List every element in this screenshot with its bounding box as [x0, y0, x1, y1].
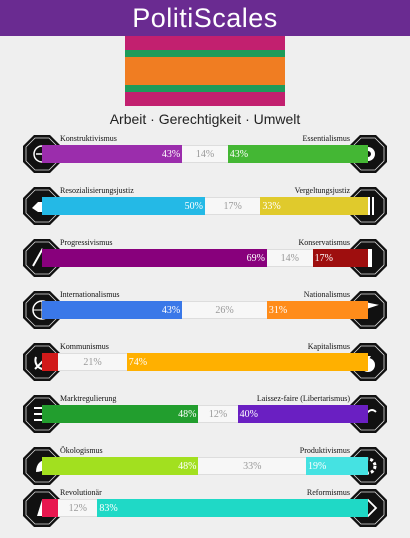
axis-right-label: Produktivismus — [299, 446, 350, 455]
axis-left-segment — [42, 145, 182, 163]
axis-left-segment — [42, 499, 58, 517]
flag-stripe — [125, 36, 285, 50]
axis-mid-percent: 12% — [68, 502, 88, 514]
axis-left-label: Progressivismus — [60, 238, 113, 247]
axis-row — [22, 394, 388, 434]
axis-right-label: Essentialismus — [302, 134, 350, 143]
axis-left-label: Resozialisierungsjustiz — [60, 186, 134, 195]
axis-right-segment — [228, 145, 368, 163]
axis-row — [22, 186, 388, 226]
axis-left-label: Kommunismus — [60, 342, 109, 351]
axis-row — [22, 290, 388, 330]
app-header — [0, 0, 410, 36]
axis-mid-segment — [198, 457, 306, 475]
flag-stripe — [125, 85, 285, 92]
app-title: PolitiScales — [132, 2, 278, 33]
axis-mid-percent: 17% — [223, 200, 242, 212]
axis-right-percent: 74% — [128, 356, 148, 368]
flag-stripe — [125, 57, 285, 85]
axis-right-segment — [127, 353, 368, 371]
axis-mid-percent: 12% — [208, 408, 228, 420]
axis-left-segment — [42, 197, 205, 215]
axis-right-label: Kapitalismus — [307, 342, 350, 351]
axis-bar — [42, 197, 368, 215]
axis-left-percent: 43% — [161, 304, 181, 316]
axis-left-percent: 43% — [161, 148, 181, 160]
axis-bar — [42, 301, 368, 319]
axis-right-label: Reformismus — [306, 488, 350, 497]
axis-left-percent: 50% — [184, 200, 203, 212]
result-flag — [125, 36, 285, 106]
axis-mid-segment — [267, 249, 313, 267]
axis-bar — [42, 145, 368, 163]
axis-mid-segment — [205, 197, 260, 215]
axis-mid-percent: 26% — [215, 304, 234, 316]
axis-row — [22, 446, 388, 486]
axis-right-segment — [97, 499, 368, 517]
axis-left-label: Marktregulierung — [60, 394, 117, 403]
axis-left-label: Internationalismus — [60, 290, 120, 299]
axis-mid-percent: 14% — [195, 148, 215, 160]
axis-left-segment — [42, 457, 198, 475]
axis-bar — [42, 353, 368, 371]
axis-left-segment — [42, 353, 58, 371]
axis-row — [22, 342, 388, 382]
axis-bar — [42, 249, 368, 267]
axis-right-percent: 19% — [308, 460, 327, 472]
axis-bar — [42, 405, 368, 423]
axis-left-label: Ökologismus — [60, 446, 103, 455]
axis-mid-percent: 14% — [280, 252, 299, 264]
axis-mid-percent: 21% — [83, 356, 102, 368]
axis-left-label: Revolutionär — [60, 488, 102, 497]
axis-left-segment — [42, 301, 182, 319]
axis-mid-segment — [58, 499, 97, 517]
axis-right-percent: 83% — [99, 502, 118, 514]
axis-bar — [42, 457, 368, 475]
axis-left-percent: 48% — [178, 460, 197, 472]
axis-right-label: Nationalismus — [303, 290, 350, 299]
axis-right-percent: 17% — [314, 252, 333, 264]
axis-right-percent: 43% — [229, 148, 249, 160]
axis-mid-segment — [182, 301, 267, 319]
axis-row — [22, 134, 388, 174]
axis-row — [22, 238, 388, 278]
axis-left-percent: 69% — [246, 252, 265, 264]
axis-left-segment — [42, 249, 267, 267]
axis-right-segment — [313, 249, 368, 267]
axis-right-percent: 33% — [262, 200, 281, 212]
axis-left-label: Konstruktivismus — [60, 134, 117, 143]
axis-mid-segment — [58, 353, 126, 371]
axis-row — [22, 488, 388, 528]
axis-mid-percent: 33% — [243, 460, 262, 472]
axis-right-label: Konservatismus — [298, 238, 350, 247]
flag-stripe — [125, 92, 285, 106]
axis-mid-segment — [198, 405, 237, 423]
axis-left-percent: 48% — [178, 408, 197, 420]
axis-right-label: Laissez-faire (Libertarismus) — [256, 394, 350, 403]
axis-right-label: Vergeltungsjustiz — [294, 186, 350, 195]
axis-right-segment — [267, 301, 368, 319]
axis-right-segment — [260, 197, 368, 215]
axis-right-segment — [306, 457, 368, 475]
axis-bar — [42, 499, 368, 517]
axis-right-percent: 31% — [268, 304, 288, 316]
flag-stripe — [125, 50, 285, 57]
slogan: Arbeit · Gerechtigkeit · Umwelt — [109, 111, 301, 127]
axis-right-segment — [238, 405, 368, 423]
axis-right-percent: 40% — [239, 408, 258, 420]
axis-left-segment — [42, 405, 198, 423]
axis-mid-segment — [182, 145, 228, 163]
